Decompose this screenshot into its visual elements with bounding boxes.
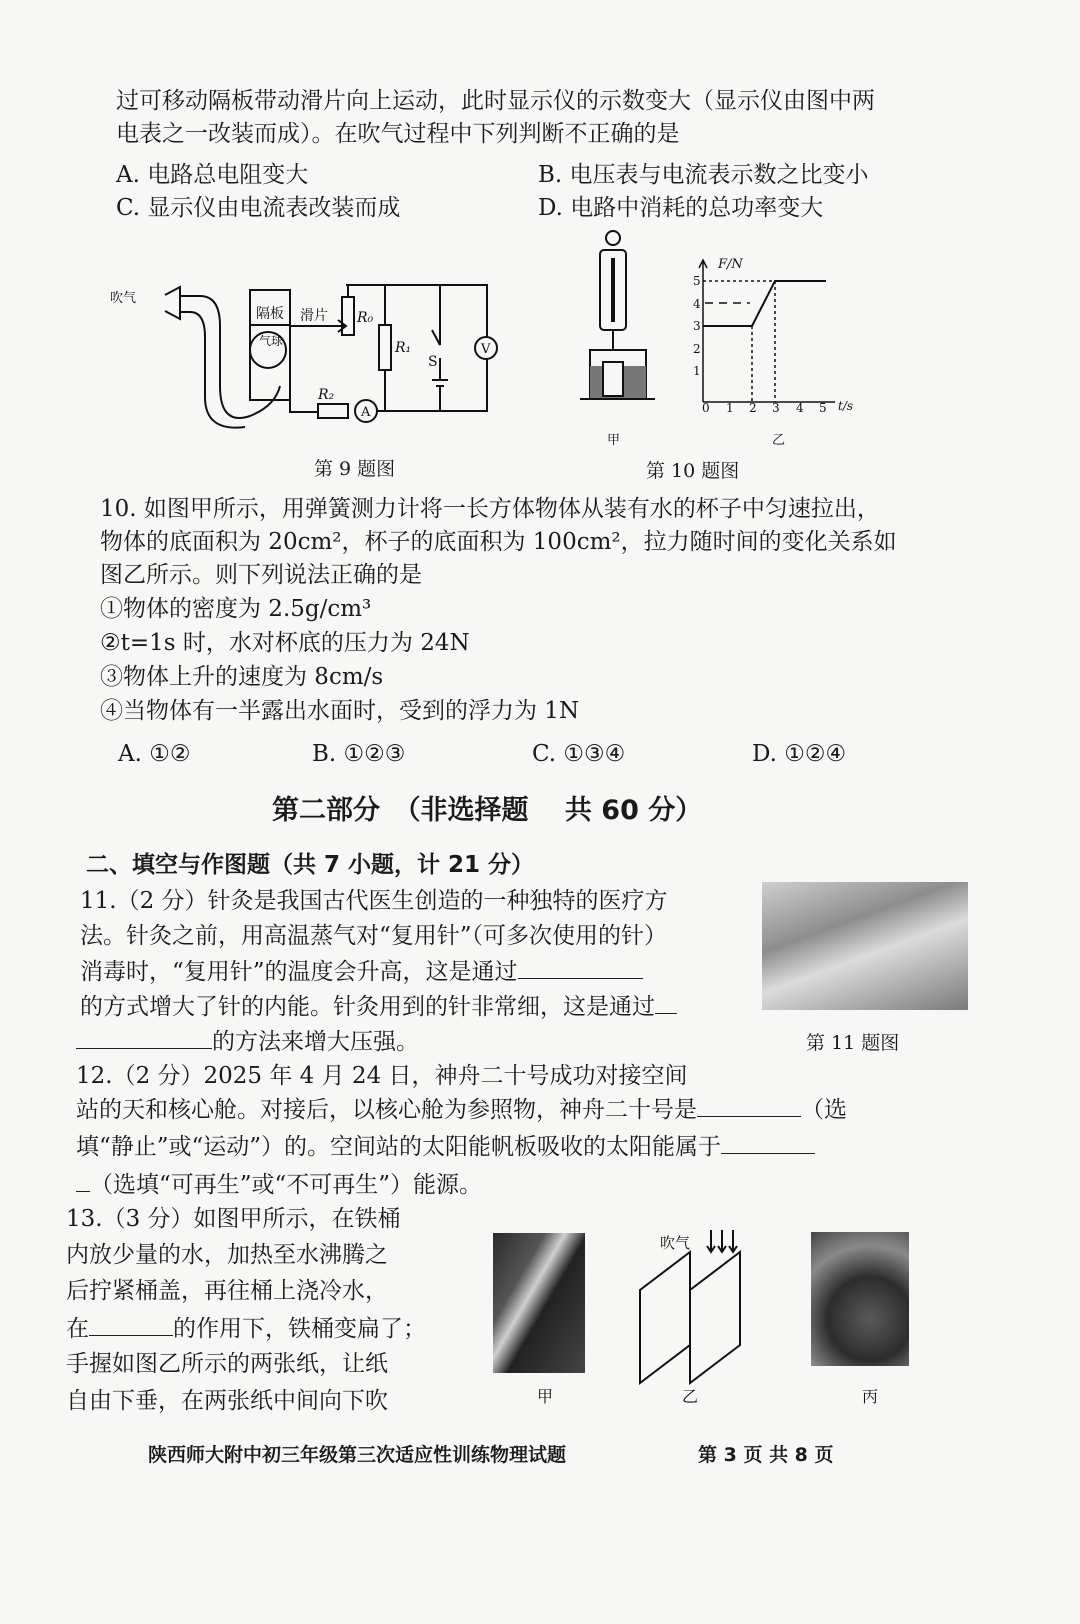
fig9-switch-label: S [428, 354, 438, 370]
q9-option-c: C. 显示仪由电流表改装而成 [116, 195, 401, 221]
x-tick: 2 [749, 401, 757, 415]
x-tick: 5 [819, 401, 827, 415]
fig10-label-a: 甲 [607, 433, 621, 448]
x-tick: 3 [772, 401, 780, 415]
q10-option-a: A. ①② [118, 741, 191, 767]
q9-stem-line: 过可移动隔板带动滑片向上运动，此时显示仪的示数变大（显示仪由图中两 [116, 88, 875, 114]
q10-statement: ①物体的密度为 2.5g/cm³ [100, 596, 372, 622]
q12-text: （选填“可再生”或“不可再生”）能源。 [90, 1172, 483, 1198]
fig9-r0-label: R₀ [357, 310, 374, 326]
q13-text: 在 [66, 1316, 89, 1342]
q12-text: 站的天和核心舱。对接后，以核心舱为参照物，神舟二十号是 [76, 1097, 697, 1123]
q11-line: 11.（2 分）针灸是我国古代医生创造的一种独特的医疗方 [80, 888, 668, 914]
q10-option-b: B. ①②③ [312, 741, 406, 767]
graph-x-axis-label: t/s [838, 399, 854, 413]
q10-option-d: D. ①②④ [752, 741, 847, 767]
q10-statement: ②t=1s 时，水对杯底的压力为 24N [100, 630, 470, 656]
q10-option-c: C. ①③④ [532, 741, 626, 767]
fig11-caption: 第 11 题图 [806, 1032, 900, 1054]
q11-text: 消毒时，“复用针”的温度会升高，这是通过 [80, 959, 518, 985]
graph-y-axis-label: F/N [718, 257, 743, 272]
y-tick: 4 [693, 297, 701, 311]
fig9-balloon-label: 气球 [259, 334, 284, 348]
q13-text: 的作用下，铁桶变扁了； [173, 1316, 426, 1342]
q12-text: 填“静止”或“运动”）的。空间站的太阳能帆板吸收的太阳能属于 [76, 1134, 722, 1160]
q12-text: （选 [801, 1097, 847, 1123]
footer-title: 陕西师大附中初三年级第三次适应性训练物理试题 [148, 1444, 567, 1466]
q11-text: 的方式增大了针的内能。针灸用到的针非常细，这是通过 [80, 994, 655, 1020]
fig13-label-c: 丙 [862, 1387, 879, 1406]
q9-stem-line: 电表之一改装而成）。在吹气过程中下列判断不正确的是 [116, 121, 680, 147]
q13-line: 13.（3 分）如图甲所示，在铁桶 [66, 1206, 401, 1232]
fig9-r1-label: R₁ [395, 340, 412, 356]
q11-line: 法。针灸之前，用高温蒸气对“复用针”（可多次使用的针） [80, 923, 668, 949]
fig13-label-a: 甲 [537, 1387, 554, 1406]
q10-stem-line: 物体的底面积为 20cm²，杯子的底面积为 100cm²，拉力随时间的变化关系如 [100, 529, 897, 555]
fig9-partition-label: 隔板 [256, 306, 284, 322]
q12-line: 12.（2 分）2025 年 4 月 24 日，神舟二十号成功对接空间 [76, 1063, 688, 1089]
q13-line: 内放少量的水，加热至水沸腾之 [66, 1242, 388, 1268]
fig9-r2-label: R₂ [318, 387, 335, 403]
fig10-caption: 第 10 题图 [646, 460, 740, 482]
fig9-caption: 第 9 题图 [314, 458, 396, 480]
section-heading: 二、填空与作图题（共 7 小题，计 21 分） [86, 852, 535, 878]
q11-text: 的方法来增大压强。 [212, 1029, 419, 1055]
y-tick: 2 [693, 342, 701, 356]
x-tick: 1 [726, 401, 734, 415]
part2-title: 第二部分 （非选择题 共 60 分） [272, 795, 703, 826]
q9-option-a: A. 电路总电阻变大 [116, 162, 309, 188]
q9-option-b: B. 电压表与电流表示数之比变小 [538, 162, 869, 188]
fig9-blow-label: 吹气 [110, 291, 137, 306]
y-tick: 3 [693, 319, 701, 333]
fig9-slider-label: 滑片 [300, 308, 328, 324]
fig9-voltmeter-label: V [481, 342, 491, 357]
fig13-label-b: 乙 [682, 1387, 699, 1406]
x-tick: 0 [702, 401, 710, 415]
y-tick: 5 [693, 274, 701, 288]
fig9-ammeter-label: A [361, 405, 371, 420]
q13-line: 自由下垂，在两张纸中间向下吹 [66, 1388, 388, 1414]
q10-stem-line: 10. 如图甲所示，用弹簧测力计将一长方体物体从装有水的杯子中匀速拉出， [100, 496, 880, 522]
fig10-label-b: 乙 [772, 433, 786, 448]
fig13-blow-label: 吹气 [660, 1234, 691, 1252]
q10-statement: ③物体上升的速度为 8cm/s [100, 664, 384, 690]
q13-line: 后拧紧桶盖，再往桶上浇冷水， [66, 1278, 388, 1304]
q9-option-d: D. 电路中消耗的总功率变大 [538, 195, 824, 221]
q10-statement: ④当物体有一半露出水面时，受到的浮力为 1N [100, 698, 580, 724]
q10-stem-line: 图乙所示。则下列说法正确的是 [100, 562, 422, 588]
footer-page-number: 第 3 页 共 8 页 [698, 1444, 834, 1466]
y-tick: 1 [693, 364, 701, 378]
x-tick: 4 [796, 401, 804, 415]
hand-photo [811, 1232, 909, 1366]
q13-line: 手握如图乙所示的两张纸，让纸 [66, 1351, 388, 1377]
